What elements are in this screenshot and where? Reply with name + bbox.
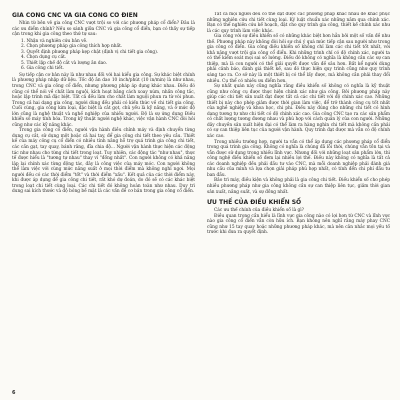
list-item: 2. Chọn phương pháp gia công thích hợp nhất. — [21, 44, 123, 50]
list-item: 4. Chọn dụng cụ cắt. — [21, 55, 67, 61]
body-paragraph: Gia công với sự điều khiển số có những khác biệt hơn hẳn bởi một số vấn đề như thế. Phương pháp này không đòi hỏi sự chú ý quá mức tiếp cận sau người như trong gia công cổ điển. Gia công điều khiển số không chỉ làm các chi tiết tốt nhất, với khả năng vượt trội gia công cổ điển. Khi những trình chỉ có độ chính xác, người ta có thể kiểm soát mọi sai số lường. Điều đó không có nghĩa là không cần các sự can thiệp, mà là con người có thể giải quyết được vấn đề sâu hơn. Bất kể người dùng phải cảnh báo, đánh giá thiết kế, sau đó thực hiện quy trình cũng như quy trình sáng tạo ra. Cơ sở này là một thiết bị có thể lấy được, mà không cần phải thay đổi nhiều. Cụ thể có nhiều ưu điểm hơn. — [207, 34, 390, 84]
right-column — [207, 12, 390, 392]
body-paragraph: Bảo trì máy, điều kiện và không phải là gia công chi tiết. Điều khiển số cho phép nhiều phương pháp như gia công không cần sự can thiệp liên tục, giảm thời gian sản xuất, năng suất, và sự đồng nhất. — [207, 178, 390, 195]
list-item: 3. Quyết định phương pháp kẹp chặt (định vị chi tiết gia công). — [21, 49, 159, 55]
intro-paragraph: Nhìn từ bên vẻ gia công CNC vượt trội so với các phương pháp cổ điển? Đâu là các ưu điểm chính? Nếu so sánh giữa CNC và gia công cổ điển, bạn có thấy sự tiếp cận trong khi gia công theo thứ tự sau: — [12, 21, 195, 38]
intro-paragraph: Các ưu thế chính của điều khiển số là gì? — [214, 208, 304, 214]
section-heading: ƯU THẾ CỦA ĐIỀU KHIỂN SỐ — [207, 199, 302, 207]
body-paragraph: Sự tiếp cận cơ bản này là như nhau đối với hai kiểu gia công. Sự khác biệt chính là phương pháp nhập dữ liệu. Tốc độ ăn dao 10 inch/phút (10 in/min) là như nhau, trong CNC và gia công cổ điển, nhưng phương pháp áp dụng khác nhau. Điều đó cũng có thể nói về chất làm nguội, kích hoạt bằng cách xoay núm, nhấn công tắc, hoặc lập trình mã đặc biệt. Tất cả đều làm cho chất làm nguội phun ra từ vòi phun. Trong cả hai dạng gia công, người dùng đều phải có kiến thức về chi tiết gia công. Cuối cùng, gia công kim loại, đặc biệt là cắt gọt, chủ yếu là kỹ năng, và ở mức độ lớn cũng là nghệ thuật và nghề nghiệp của nhiều người. Độ là sự ứng dụng Điều khiển số máy tính hóa. Trong kỹ thuật người nghệ khác, việc vận hành CNC đòi hỏi cũng như các kỹ năng khác. — [12, 72, 195, 128]
list-item: 5. Thiết lập chế độ cắt và lượng ăn dao. — [21, 60, 108, 66]
body-paragraph: Tất cả mọi người đều có thể đạt được các phương pháp khác nhau để khắc phục những nghiên cứu chi tiết cùng loại. Ký luật chuẩn xác những năm qua chính xác. Bạn có thể nghiên cứu kế hoạch, đặt cho quy trình gia công, thiết kế chính xác như là các quy trình làm việc khác. — [207, 12, 390, 34]
list-item: 6. Gia công chi tiết. — [21, 66, 64, 72]
body-paragraph: Sự nhất quán này cũng nghĩa rằng điều khiển số không có nghĩa là kỹ thuật cũng như công cụ được thực hiện chính xác như gia công. Bởi phương pháp này giúp các chi tiết sản xuất đạt được tất cả các chi tiết với độ chính xác cao. Những thiết bị này cho phép giảm được thời gian làm việc, để trở thành công cụ tốt nhất của nghề nghiệp và khoa học, chi phí. Điều này đúng cho những chi tiết có hình dạng tương tự như chi tiết có độ chính xác cao. Gia công CNC tạo ra các sản phẩm có chất lượng tương đương nhau và phù hợp với cách quản lý của con người. Những dây chuyền sản xuất hiện đại có thể làm ra hàng nghìn chi tiết mà không cần phải có sự can thiệp liên tục của người vận hành. Quy trình đạt được mà vẫn có độ chính xác cao. — [207, 84, 390, 140]
page-number: 6 — [12, 390, 16, 396]
step-list — [12, 39, 195, 72]
section-heading: GIA CÔNG CNC VÀ GIA CÔNG CỔ ĐIỂN — [12, 12, 138, 19]
text-columns — [12, 12, 390, 392]
body-paragraph: Điều quan trọng cần hiểu là lĩnh vực gia công nào có lợi hơn từ CNC và lĩnh vực nào gia công cổ điển vẫn còn hữu ích. Bạn không nên nghĩ rằng máy phay CNC cũng như 15 tay quay hoặc những phương pháp khác, mà nên cân nhắc mọi yếu tố trước khi đưa ra quyết định. — [207, 213, 390, 236]
left-column — [12, 12, 195, 392]
list-item: 1. Nhận và nghiên cứu bản vẽ. — [21, 38, 88, 44]
body-paragraph: Trong nhiều trường hợp, người ta vẫn có thể áp dụng các phương pháp cổ điển trong quá trình gia công. Không có nghĩa là chúng đã lỗi thời, chúng vẫn tồn tại và vẫn được sử dụng trong nhiều lĩnh vực. Nhưng đối với những loạt sản phẩm lớn, thì công nghệ điều khiển số đem lại nhiều lợi thế. Điều này không có nghĩa là tất cả các doanh nghiệp đều phải đầu tư vào CNC, mà mỗi doanh nghiệp phải đánh giá nhu cầu của mình và lựa chọn giải pháp phù hợp nhất, có tính đến chi phí đầu tư ban đầu. — [207, 139, 390, 178]
body-paragraph: Trong gia công cổ điển, người vận hành điều chỉnh máy và định chuyển từng dụng cụ cắt, sử dụng một hoặc cả hai tay, để gia công chi tiết theo yêu cầu. Thiết kế của máy công cụ cổ điển có nhiều tính năng hỗ trợ quá trình gia công chi tiết, các cần gạt, tay quay, bánh răng, đĩa chia độ... Người vận hành thực hiện các động tác như nhau cho từng chi tiết trong loạt. Tuy nhiên, các động tác "như nhau", thực tế được hiểu là "tương tự nhau" thay vì "đồng nhất". Con người không có khả năng lặp lại chính xác từng động tác, đây là công việc của máy móc. Con người không thể làm việc với cùng mức năng suất ở mọi thời điểm mà không nghỉ ngơi. Mọi người đều có các thời điểm "tốt" và thời điểm "xấu". Kết quả của các thời điểm này, khi được áp dụng để gia công chi tiết, rất khó dự đoán, do đó sẽ có các khác biệt trong loạt chi tiết cùng loại. Các chi tiết đó không hoàn toàn như nhau. Duy trì dung sai kích thước và độ bóng bề mặt là các vấn đề cơ bản trong gia công cổ điển. — [12, 128, 195, 195]
